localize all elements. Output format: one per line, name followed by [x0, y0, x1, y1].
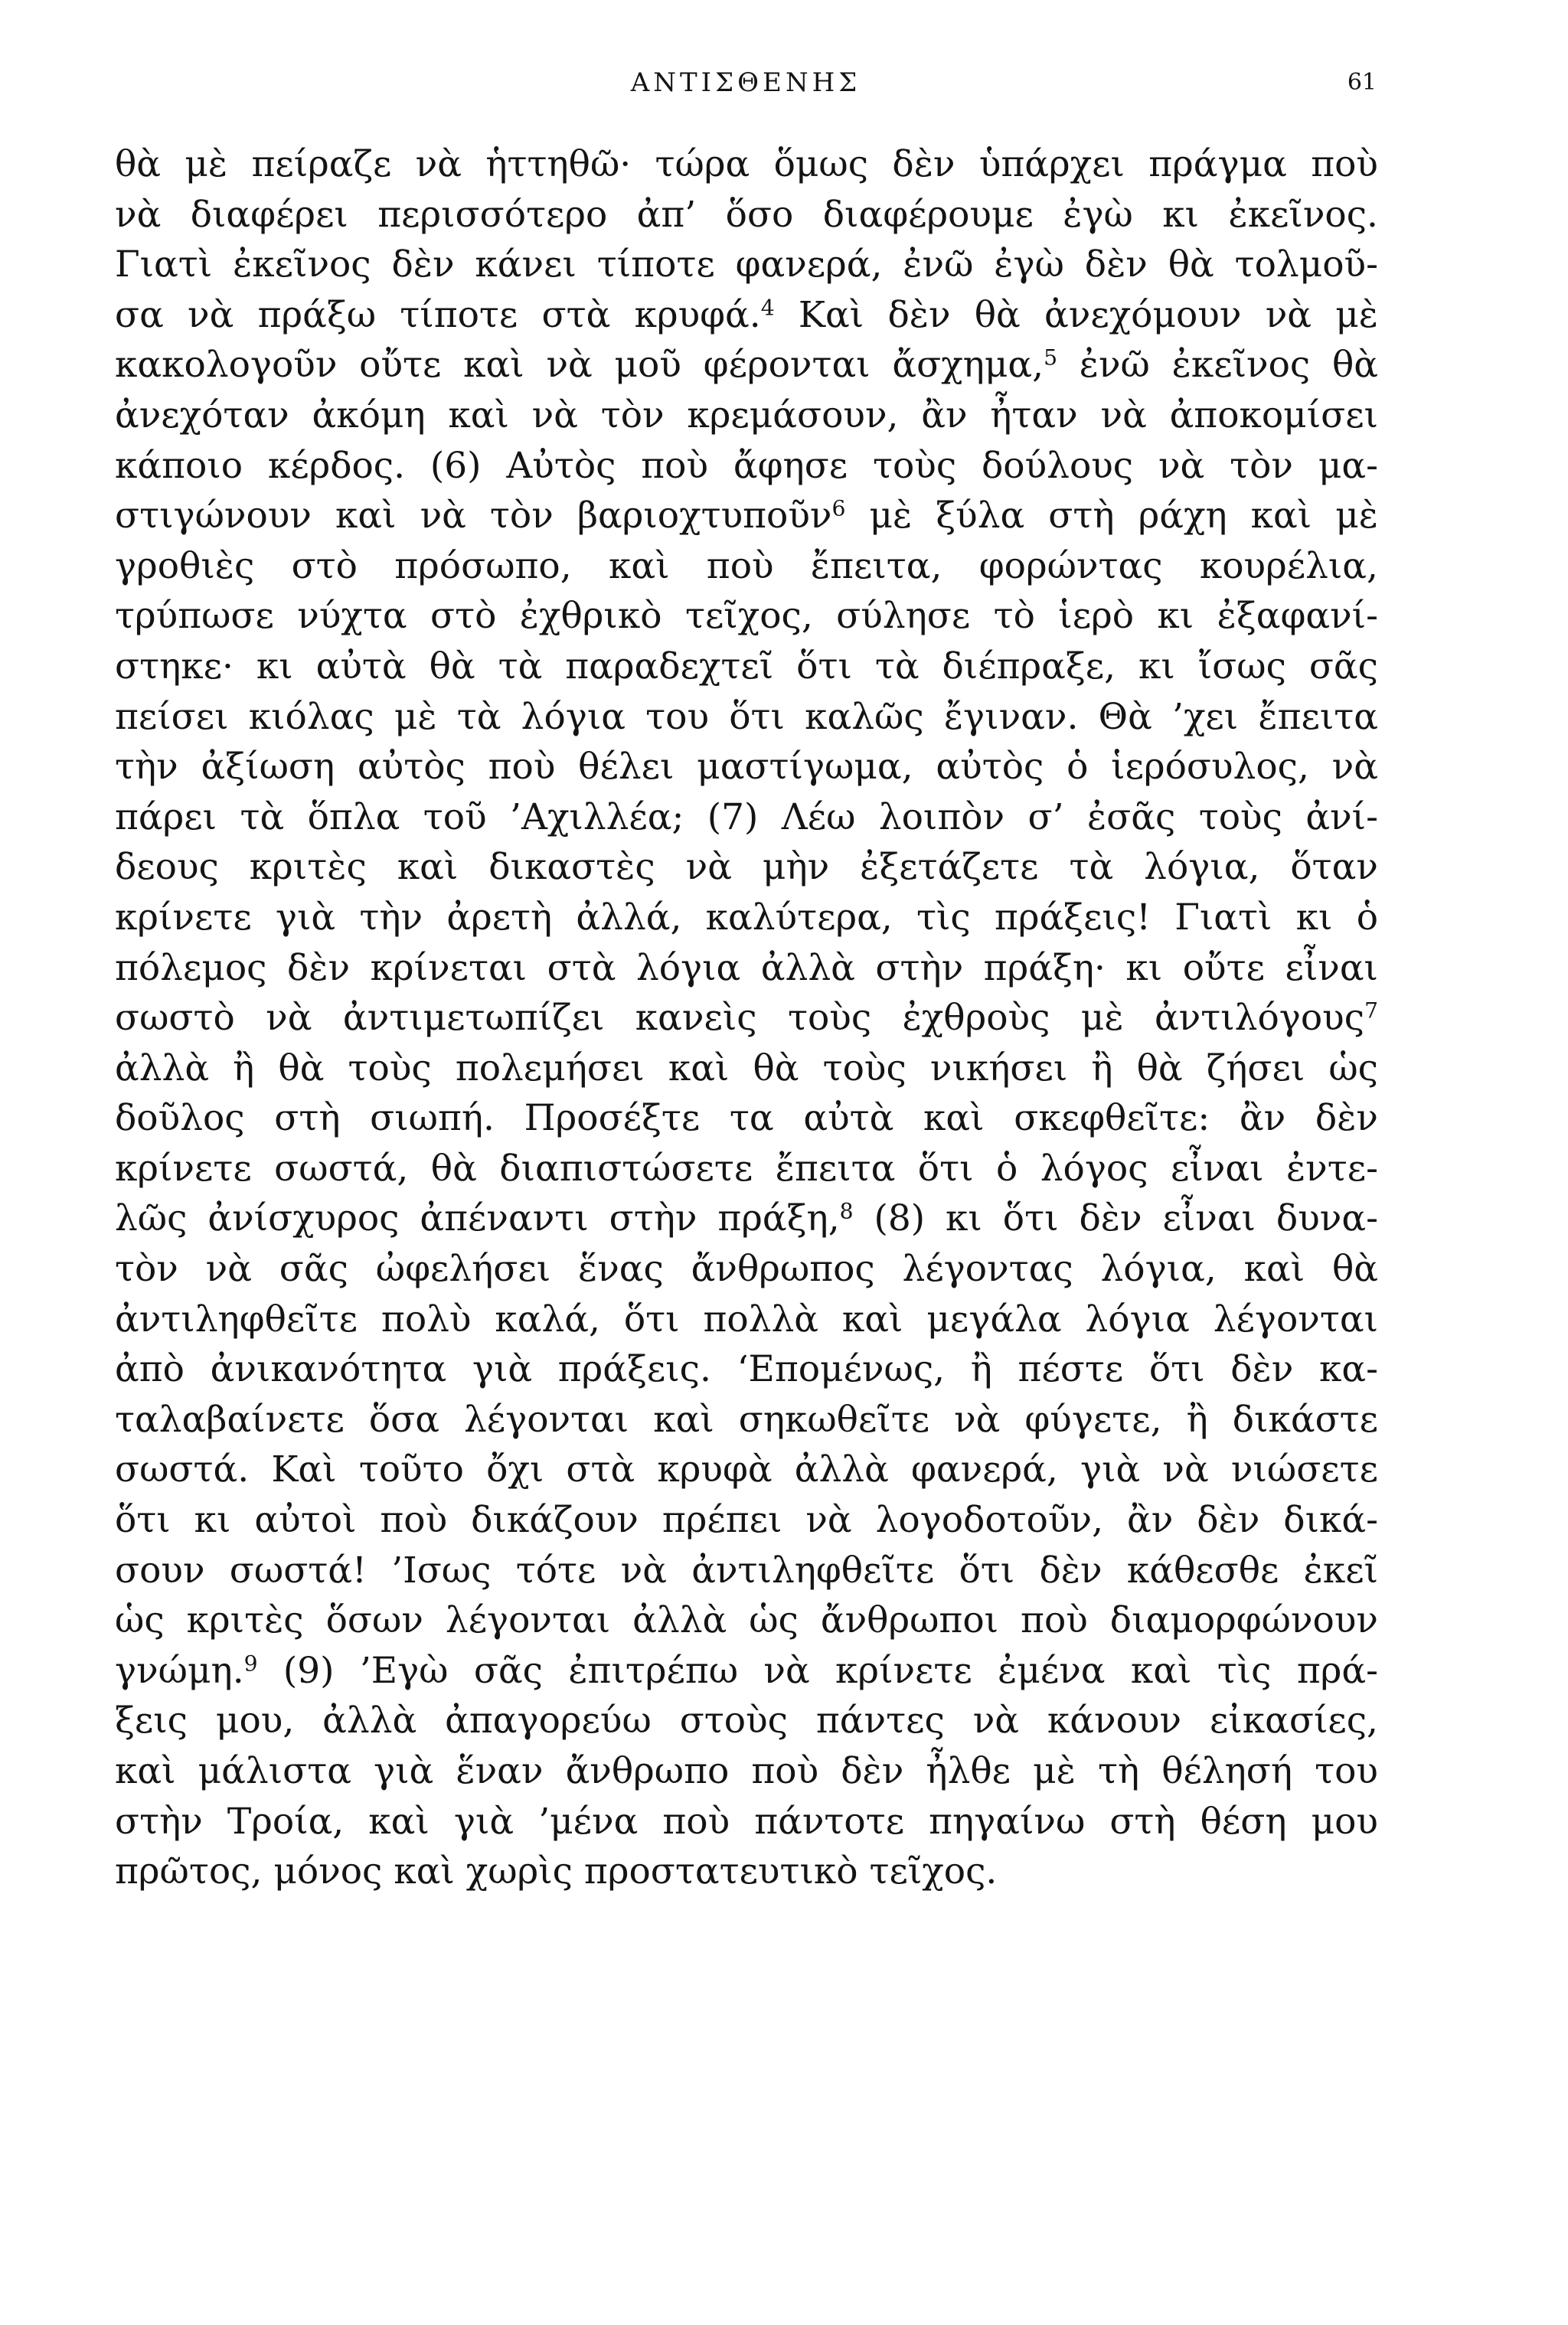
text-segment: ἀλλὰ ἢ θὰ τοὺς πολεμήσει καὶ θὰ τοὺς νικήσει ἢ θὰ ζήσει ὡς: [115, 1047, 1378, 1089]
text-line: [115, 1646, 1378, 1696]
text-line: [115, 591, 1378, 642]
footnote-marker: 7: [1364, 998, 1378, 1024]
text-segment: στηκε· κι αὐτὰ θὰ τὰ παραδεχτεῖ ὅτι τὰ διέπραξε, κι ἴσως σᾶς: [115, 645, 1378, 687]
text-line: [115, 1194, 1378, 1244]
text-line: [115, 1495, 1378, 1546]
text-segment: (8) κι ὅτι δὲν εἶναι δυνα-: [853, 1197, 1378, 1240]
text-line: [115, 792, 1378, 843]
footnote-marker: 9: [243, 1651, 258, 1677]
text-segment: θὰ μὲ πείραζε νὰ ἡττηθῶ· τώρα ὅμως δὲν ὑπάρχει πράγμα ποὺ: [115, 143, 1378, 185]
text-segment: στὴν Τροία, καὶ γιὰ ’μένα ποὺ πάντοτε πηγαίνω στὴ θέση μου: [115, 1800, 1378, 1843]
text-line: [115, 1295, 1378, 1345]
text-line: [115, 642, 1378, 692]
running-header: [115, 60, 1377, 106]
text-line: [115, 893, 1378, 943]
text-segment: γροθιὲς στὸ πρόσωπο, καὶ ποὺ ἔπειτα, φορώντας κουρέλια,: [115, 544, 1378, 587]
text-line: [115, 1746, 1378, 1797]
text-line: [115, 742, 1378, 792]
text-line: [115, 1445, 1378, 1495]
text-segment: σωστά. Καὶ τοῦτο ὄχι στὰ κρυφὰ ἀλλὰ φανερά, γιὰ νὰ νιώσετε: [115, 1448, 1378, 1491]
text-segment: σωστὸ νὰ ἀντιμετωπίζει κανεὶς τοὺς ἐχθροὺς μὲ ἀντιλόγους: [115, 997, 1365, 1040]
text-line: [115, 1847, 1378, 1897]
text-segment: γνώμη.: [115, 1649, 244, 1692]
text-line: [115, 1797, 1378, 1847]
text-line: [115, 1395, 1378, 1445]
text-line: [115, 1043, 1378, 1094]
text-segment: ἀνεχόταν ἀκόμη καὶ νὰ τὸν κρεμάσουν, ἂν ἦταν νὰ ἀποκομίσει: [115, 393, 1378, 436]
text-line: [115, 240, 1378, 290]
text-segment: τὴν ἀξίωση αὐτὸς ποὺ θέλει μαστίγωμα, αὐτὸς ὁ ἱερόσυλος, νὰ: [115, 746, 1378, 789]
text-segment: μὲ ξύλα στὴ ράχη καὶ μὲ: [845, 495, 1378, 537]
text-segment: κάποιο κέρδος. (6) Αὐτὸς ποὺ ἄφησε τοὺς δούλους νὰ τὸν μα-: [115, 444, 1378, 487]
text-segment: ἀπὸ ἀνικανότητα γιὰ πράξεις. ‘Επομένως, ἢ πέστε ὅτι δὲν κα-: [115, 1348, 1378, 1391]
running-title: ΑΝΤΙΣΘΕΝΗΣ: [630, 67, 861, 98]
text-segment: δοῦλος στὴ σιωπή. Προσέξτε τα αὐτὰ καὶ σκεφθεῖτε: ἂν δὲν: [115, 1097, 1378, 1140]
text-segment: πείσει κιόλας μὲ τὰ λόγια του ὅτι καλῶς ἔγιναν. Θὰ ’χει ἔπειτα: [115, 695, 1378, 738]
footnote-marker: 8: [839, 1198, 854, 1224]
text-segment: ἀντιληφθεῖτε πολὺ καλά, ὅτι πολλὰ καὶ μεγάλα λόγια λέγονται: [115, 1298, 1378, 1340]
footnote-marker: 4: [760, 295, 775, 321]
text-segment: Καὶ δὲν θὰ ἀνεχόμουν νὰ μὲ: [774, 293, 1379, 336]
text-segment: ἐνῶ ἐκεῖνος θὰ: [1057, 344, 1378, 387]
text-segment: κακολογοῦν οὔτε καὶ νὰ μοῦ φέρονται ἄσχημα,: [115, 344, 1044, 387]
text-line: [115, 943, 1378, 994]
text-line: [115, 1244, 1378, 1295]
text-segment: πάρει τὰ ὅπλα τοῦ ’Αχιλλέα; (7) Λέω λοιπὸν σ’ ἐσᾶς τοὺς ἀνί-: [115, 795, 1378, 838]
text-segment: ξεις μου, ἀλλὰ ἀπαγορεύω στοὺς πάντες νὰ κάνουν εἰκασίες,: [115, 1700, 1378, 1742]
text-line: [115, 491, 1378, 541]
text-line: [115, 541, 1378, 592]
text-segment: καὶ μάλιστα γιὰ ἕναν ἄνθρωπο ποὺ δὲν ἦλθε μὲ τὴ θέλησή του: [115, 1750, 1378, 1792]
footnote-marker: 6: [831, 495, 846, 521]
text-segment: πρῶτος, μόνος καὶ χωρὶς προστατευτικὸ τεῖχος.: [115, 1850, 998, 1893]
footnote-marker: 5: [1044, 345, 1057, 371]
text-segment: ὅτι κι αὐτοὶ ποὺ δικάζουν πρέπει νὰ λογοδοτοῦν, ἂν δὲν δικά-: [115, 1499, 1378, 1542]
text-segment: σα νὰ πράξω τίποτε στὰ κρυφά.: [115, 293, 761, 336]
text-line: [115, 692, 1378, 743]
text-line: [115, 1144, 1378, 1194]
text-line: [115, 340, 1378, 390]
text-line: [115, 1093, 1378, 1144]
text-line: [115, 441, 1378, 491]
text-line: [115, 1344, 1378, 1395]
text-line: [115, 842, 1378, 893]
text-line: [115, 1595, 1378, 1646]
text-line: [115, 290, 1378, 341]
text-segment: τρύπωσε νύχτα στὸ ἐχθρικὸ τεῖχος, σύλησε τὸ ἱερὸ κι ἐξαφανί-: [115, 595, 1378, 638]
page-number: 61: [1347, 69, 1377, 96]
text-segment: σουν σωστά! ’Ισως τότε νὰ ἀντιληφθεῖτε ὅτι δὲν κάθεσθε ἐκεῖ: [115, 1549, 1378, 1592]
body-text: [115, 139, 1378, 1897]
text-line: [115, 1546, 1378, 1596]
text-segment: (9) ’Εγὼ σᾶς ἐπιτρέπω νὰ κρίνετε ἐμένα καὶ τὶς πρά-: [257, 1649, 1378, 1692]
text-line: [115, 139, 1378, 190]
text-segment: στιγώνουν καὶ νὰ τὸν βαριοχτυποῦν: [115, 495, 832, 537]
text-segment: λῶς ἀνίσχυρος ἀπέναντι στὴν πράξη,: [115, 1197, 840, 1240]
text-line: [115, 390, 1378, 441]
text-segment: πόλεμος δὲν κρίνεται στὰ λόγια ἀλλὰ στὴν πράξη· κι οὔτε εἶναι: [115, 946, 1378, 989]
text-segment: δεους κριτὲς καὶ δικαστὲς νὰ μὴν ἐξετάζετε τὰ λόγια, ὅταν: [115, 846, 1378, 889]
text-segment: νὰ διαφέρει περισσότερο ἀπ’ ὅσο διαφέρουμε ἐγὼ κι ἐκεῖνος.: [115, 193, 1378, 236]
text-segment: τὸν νὰ σᾶς ὠφελήσει ἕνας ἄνθρωπος λέγοντας λόγια, καὶ θὰ: [115, 1248, 1378, 1291]
text-line: [115, 993, 1378, 1043]
text-segment: κρίνετε σωστά, θὰ διαπιστώσετε ἔπειτα ὅτι ὁ λόγος εἶναι ἐντε-: [115, 1147, 1378, 1190]
text-segment: ὡς κριτὲς ὅσων λέγονται ἀλλὰ ὡς ἄνθρωποι ποὺ διαμορφώνουν: [115, 1599, 1378, 1642]
text-segment: κρίνετε γιὰ τὴν ἀρετὴ ἀλλά, καλύτερα, τὶς πράξεις! Γιατὶ κι ὁ: [115, 896, 1378, 939]
text-segment: ταλαβαίνετε ὅσα λέγονται καὶ σηκωθεῖτε νὰ φύγετε, ἢ δικάστε: [115, 1398, 1378, 1441]
text-line: [115, 190, 1378, 240]
text-segment: Γιατὶ ἐκεῖνος δὲν κάνει τίποτε φανερά, ἐνῶ ἐγὼ δὲν θὰ τολμοῦ-: [115, 243, 1378, 286]
text-line: [115, 1696, 1378, 1746]
